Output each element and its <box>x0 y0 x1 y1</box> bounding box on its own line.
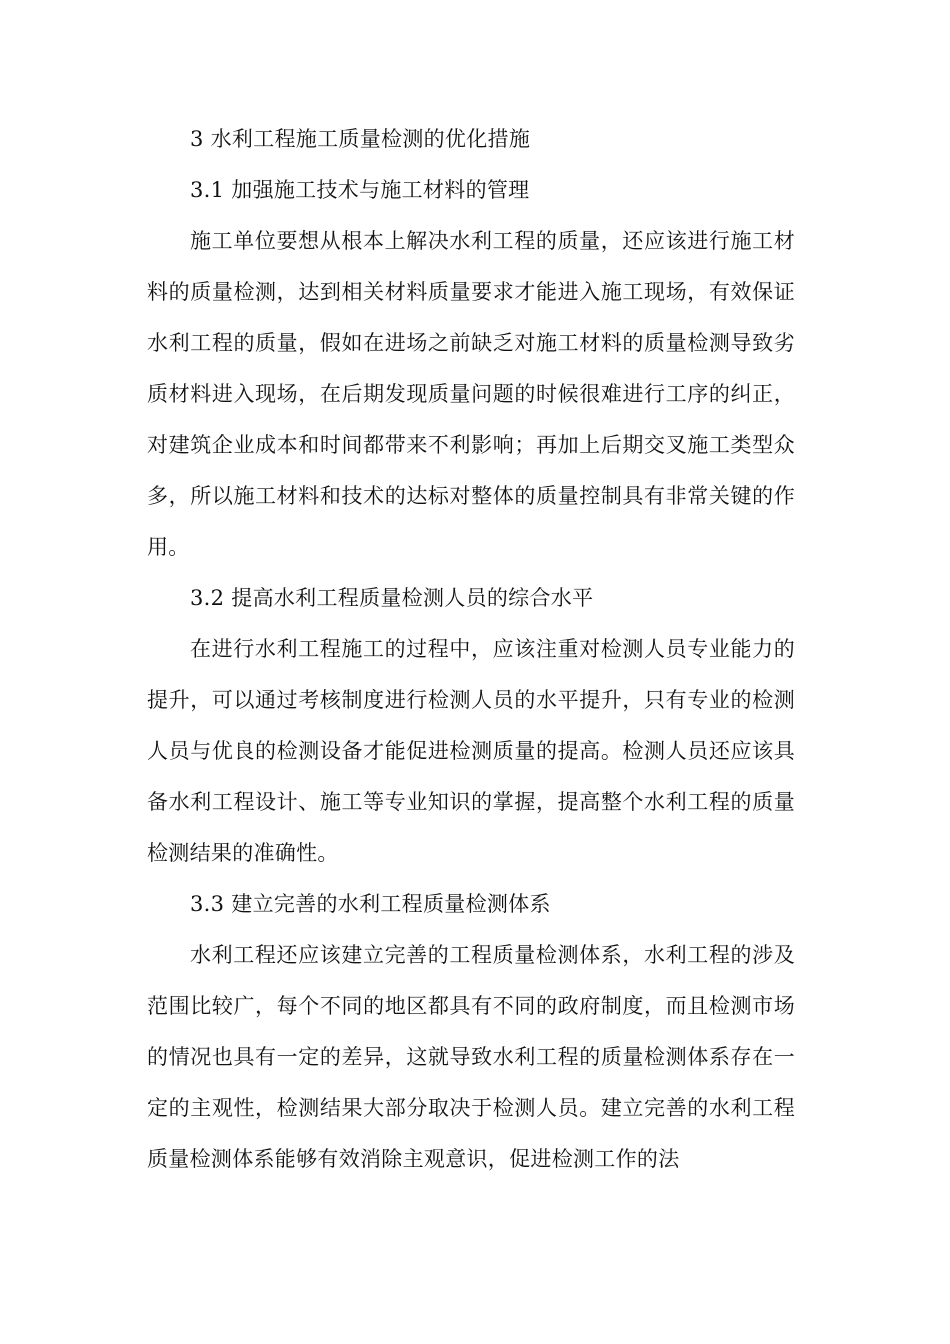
section-heading-3-1: 3.1 加强施工技术与施工材料的管理 <box>190 178 530 202</box>
section-paragraph-3-2: 在进行水利工程施工的过程中，应该注重对检测人员专业能力的提升，可以通过考核制度进行检测人员的水平提升，只有专业的检测人员与优良的检测设备才能促进检测质量的提高。检测人员还应该具备水利工程设计、施工等专业知识的掌握，提高整个水利工程的质量检测结果的准确性。 <box>147 637 795 865</box>
document-body <box>147 114 795 1185</box>
chapter-heading: 3 水利工程施工质量检测的优化措施 <box>190 127 531 151</box>
section-heading-3-2: 3.2 提高水利工程质量检测人员的综合水平 <box>190 586 594 610</box>
section-heading-3-3: 3.3 建立完善的水利工程质量检测体系 <box>190 892 551 916</box>
section-paragraph-3-1: 施工单位要想从根本上解决水利工程的质量，还应该进行施工材料的质量检测，达到相关材料质量要求才能进入施工现场，有效保证水利工程的质量，假如在进场之前缺乏对施工材料的质量检测导致劣质材料进入现场，在后期发现质量问题的时候很难进行工序的纠正，对建筑企业成本和时间都带来不利影响；再加上后期交叉施工类型众多，所以施工材料和技术的达标对整体的质量控制具有非常关键的作用。 <box>147 229 795 559</box>
section-paragraph-3-3: 水利工程还应该建立完善的工程质量检测体系，水利工程的涉及范围比较广，每个不同的地区都具有不同的政府制度，而且检测市场的情况也具有一定的差异，这就导致水利工程的质量检测体系存在一定的主观性，检测结果大部分取决于检测人员。建立完善的水利工程质量检测体系能够有效消除主观意识，促进检测工作的法 <box>147 943 795 1171</box>
